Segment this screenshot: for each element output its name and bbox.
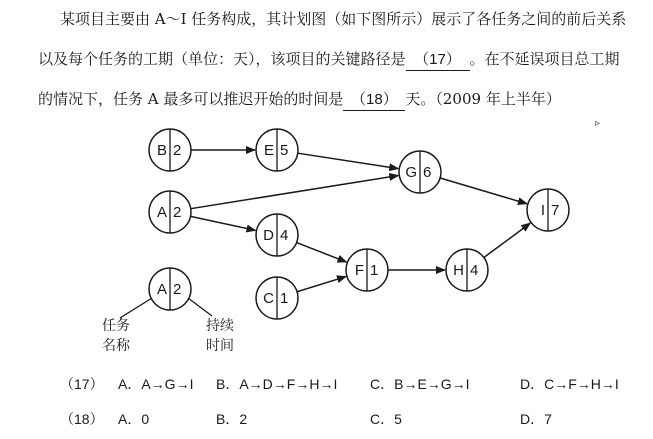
node-f bbox=[346, 249, 388, 291]
node-f-duration: 1 bbox=[370, 262, 379, 279]
mouse-cursor-icon: ▹ bbox=[595, 118, 601, 129]
node-g bbox=[399, 151, 441, 193]
node-h bbox=[446, 249, 488, 291]
node-e-name: E bbox=[263, 142, 274, 159]
node-i bbox=[527, 189, 569, 231]
legend-name-label-2: 名称 bbox=[102, 338, 130, 354]
legend-duration-label-2: 时间 bbox=[206, 338, 234, 354]
node-b bbox=[149, 129, 191, 171]
blank-18: （18） bbox=[343, 90, 405, 111]
node-e bbox=[256, 129, 298, 171]
legend-name-pointer bbox=[120, 298, 152, 318]
edge-c-to-f bbox=[297, 277, 346, 292]
question-text-1: 某项目主要由 A～I 任务构成，其计划图（如下图所示）展示了各任务之间的前后关系 bbox=[60, 10, 627, 28]
option-18-c[interactable]: C．5 bbox=[370, 411, 402, 427]
node-g-duration: 6 bbox=[423, 164, 432, 181]
option-17-c[interactable]: C．B→E→G→I bbox=[370, 376, 470, 392]
edge-a-to-g bbox=[191, 175, 399, 208]
node-legend bbox=[149, 268, 191, 310]
option-17-d[interactable]: D．C→F→H→I bbox=[520, 376, 619, 392]
node-a-name: A bbox=[156, 204, 167, 221]
option-18-b[interactable]: B．2 bbox=[216, 411, 248, 427]
node-i-duration: 7 bbox=[551, 202, 560, 219]
options-17-row bbox=[60, 374, 104, 394]
nodes-layer bbox=[149, 129, 569, 319]
options-18-row bbox=[60, 409, 104, 429]
option-17-a[interactable]: A．A→G→I bbox=[118, 376, 194, 392]
node-c-duration: 1 bbox=[280, 290, 289, 307]
edge-g-to-i bbox=[440, 178, 527, 204]
legend-name-label-1: 任务 bbox=[102, 318, 130, 334]
node-b-duration: 2 bbox=[173, 142, 182, 159]
options-17-number: （17） bbox=[60, 376, 104, 392]
question-text-3a: 的情况下，任务 A 最多可以推迟开始的时间是 bbox=[38, 90, 344, 108]
node-c bbox=[256, 277, 298, 319]
node-i-name: I bbox=[540, 202, 545, 219]
edge-d-to-f bbox=[297, 243, 347, 262]
node-d-duration: 4 bbox=[280, 227, 289, 244]
node-c-name: C bbox=[263, 290, 274, 307]
option-18-d[interactable]: D．7 bbox=[520, 411, 552, 427]
edge-h-to-i bbox=[484, 223, 530, 257]
question-text-2a: 以及每个任务的工期（单位：天），该项目的关键路径是 bbox=[38, 50, 406, 68]
node-b-name: B bbox=[156, 142, 167, 159]
node-d-name: D bbox=[263, 227, 274, 244]
blank-17: （17） bbox=[406, 50, 470, 71]
options-18-number: （18） bbox=[60, 411, 104, 427]
node-e-duration: 5 bbox=[280, 142, 289, 159]
edge-a-to-d bbox=[191, 216, 256, 230]
node-f-name: F bbox=[354, 262, 364, 279]
node-legend-name: A bbox=[156, 281, 167, 298]
question-text-3b: 天。（2009 年上半年） bbox=[405, 90, 561, 108]
option-18-a[interactable]: A．0 bbox=[118, 411, 150, 427]
edge-e-to-g bbox=[298, 153, 399, 168]
question-text-2b: 。在不延误项目总工期 bbox=[469, 50, 620, 68]
node-legend-duration: 2 bbox=[173, 281, 182, 298]
node-h-name: H bbox=[453, 262, 464, 279]
node-d bbox=[256, 214, 298, 256]
node-h-duration: 4 bbox=[470, 262, 479, 279]
legend-duration-label-1: 持续 bbox=[206, 318, 234, 334]
node-a bbox=[149, 191, 191, 233]
option-17-b[interactable]: B．A→D→F→H→I bbox=[216, 376, 338, 392]
node-a-duration: 2 bbox=[173, 204, 182, 221]
legend-duration-pointer bbox=[188, 298, 212, 316]
node-g-name: G bbox=[405, 164, 417, 181]
